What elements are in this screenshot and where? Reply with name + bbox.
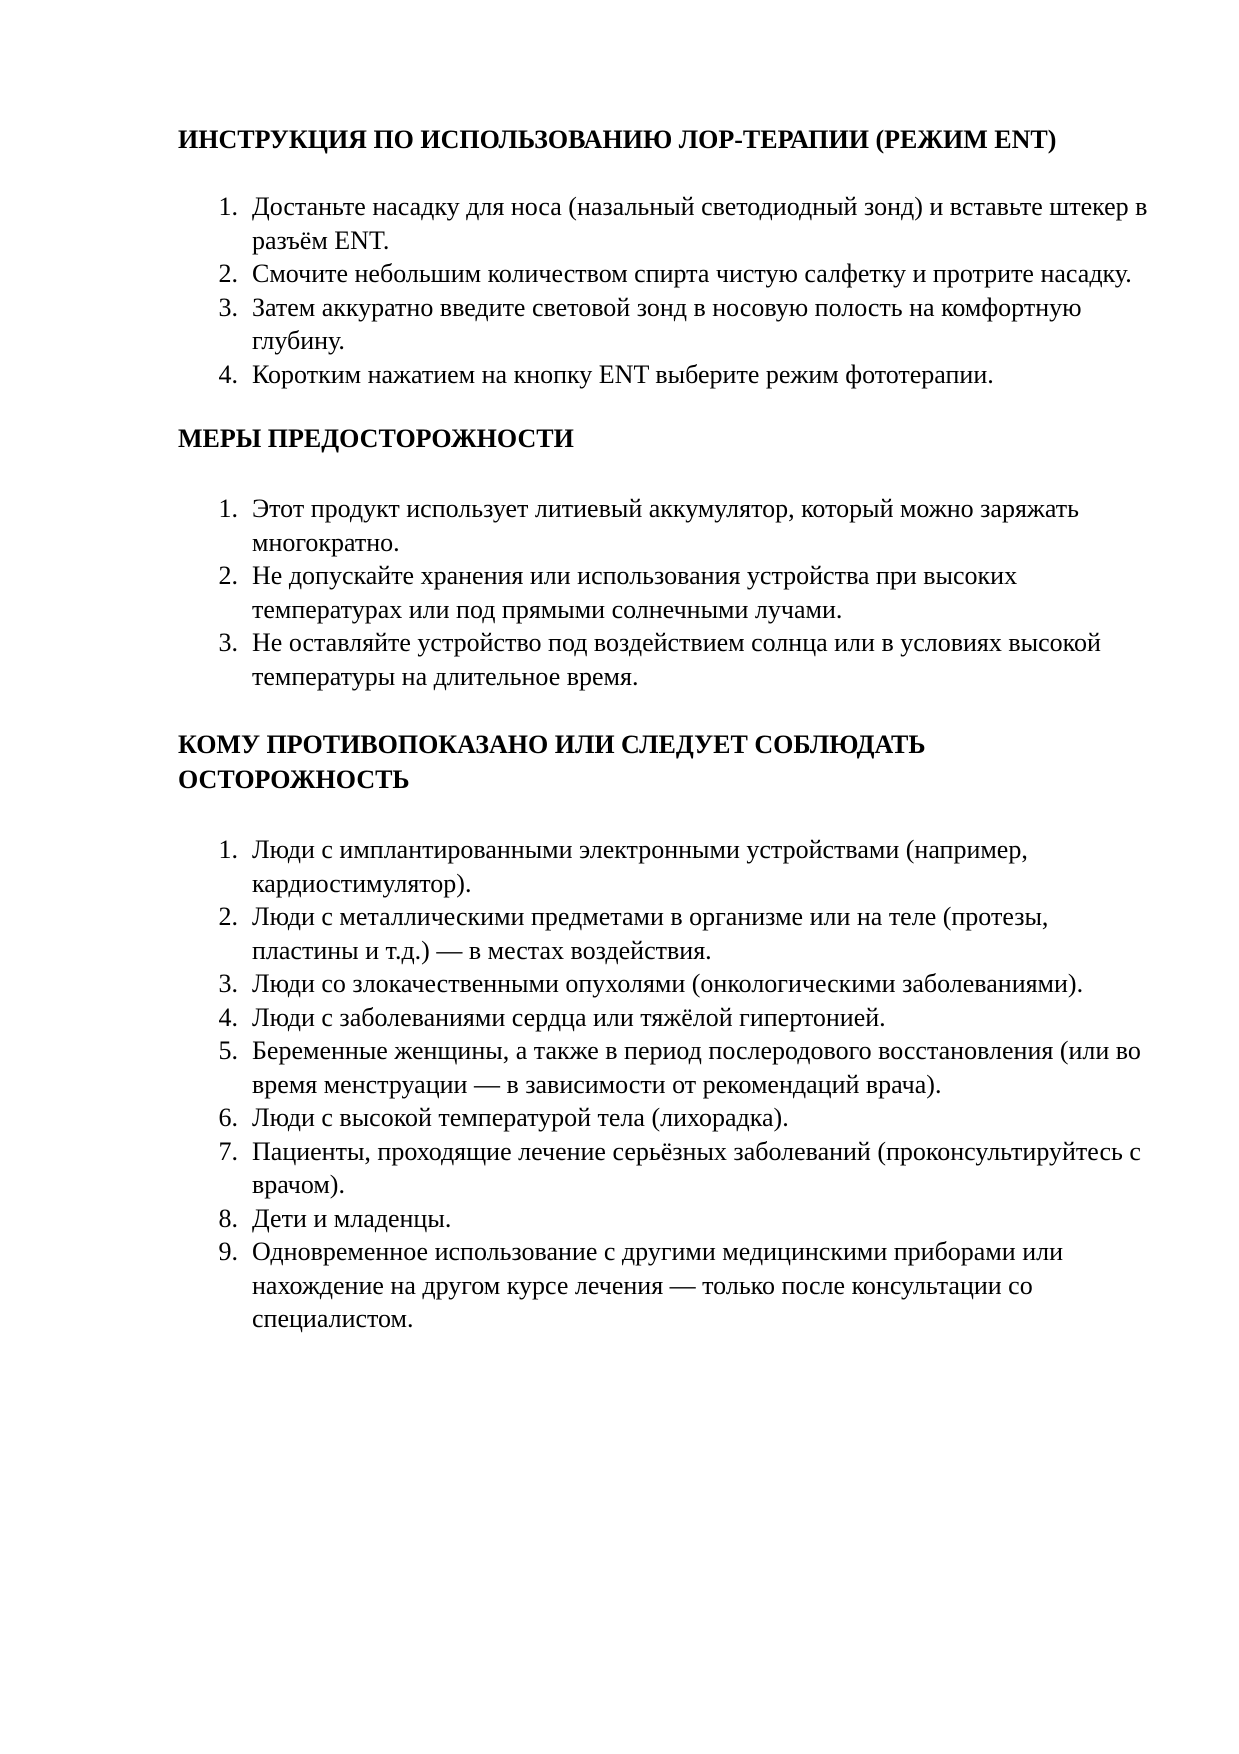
list-item-text: Люди с заболеваниями сердца или тяжёлой гипертонией. (252, 1002, 886, 1032)
list-item (178, 967, 1158, 1001)
list-item (178, 626, 1158, 693)
list-item-text: Смочите небольшим количеством спирта чистую салфетку и протрите насадку. (252, 259, 1132, 288)
list-item-number: 1. (218, 494, 238, 523)
list-item (178, 1101, 1158, 1135)
list-item-text: Люди с имплантированными электронными устройствами (например, кардиостимулятор). (252, 835, 1028, 898)
list-item (178, 1235, 1158, 1336)
list-item-number: 2. (218, 259, 238, 288)
list-item-number: 3. (218, 969, 238, 998)
list-item (178, 1034, 1158, 1101)
ent-instructions-list (178, 190, 1158, 391)
list-item-number: 5. (218, 1036, 238, 1065)
section-heading-precautions: МЕРЫ ПРЕДОСТОРОЖНОСТИ (178, 424, 574, 453)
document-page (178, 108, 1158, 1336)
list-item-text: Беременные женщины, а также в период послеродового восстановления (или во время менструации — в зависимости от рекомендаций врача). (252, 1036, 1141, 1099)
list-item-number: 9. (218, 1237, 238, 1266)
section-heading-contraindications: КОМУ ПРОТИВОПОКАЗАНО ИЛИ СЛЕДУЕТ СОБЛЮДАТЬ ОСТОРОЖНОСТЬ (178, 730, 926, 794)
list-item (178, 291, 1158, 358)
list-item-number: 4. (218, 359, 238, 389)
list-item-text: Дети и младенцы. (252, 1203, 452, 1233)
list-item (178, 190, 1158, 257)
list-item-text: Пациенты, проходящие лечение серьёзных заболеваний (проконсультируйтесь с врачом). (252, 1136, 1141, 1199)
section-heading-ent-instructions: ИНСТРУКЦИЯ ПО ИСПОЛЬЗОВАНИЮ ЛОР-ТЕРАПИИ (РЕЖИМ ENT) (178, 125, 1057, 154)
list-item-text: Не оставляйте устройство под воздействием солнца или в условиях высокой температуры на длительное время. (252, 628, 1101, 691)
list-item-text: Достаньте насадку для носа (назальный светодиодный зонд) и вставьте штекер в разъём ENT. (252, 192, 1148, 255)
list-item-number: 6. (218, 1103, 238, 1132)
list-item-text: Этот продукт использует литиевый аккумулятор, который можно заряжать многократно. (252, 494, 1079, 557)
list-item-text: Коротким нажатием на кнопку ENT выберите режим фототерапии. (252, 359, 994, 389)
list-item-text: Затем аккуратно введите световой зонд в носовую полость на комфортную глубину. (252, 292, 1082, 355)
list-item (178, 257, 1158, 291)
list-item-number: 2. (218, 902, 238, 931)
list-item-number: 3. (218, 292, 238, 322)
list-item-text: Люди со злокачественными опухолями (онкологическими заболеваниями). (252, 969, 1084, 998)
list-item-number: 7. (218, 1136, 238, 1166)
list-item (178, 900, 1158, 967)
list-item (178, 1135, 1158, 1202)
list-item (178, 833, 1158, 900)
list-item (178, 1001, 1158, 1035)
list-item (178, 492, 1158, 559)
list-item-text: Не допускайте хранения или использования устройства при высоких температурах или под прямыми солнечными лучами. (252, 561, 1018, 624)
list-item-number: 4. (218, 1002, 238, 1032)
list-item (178, 1202, 1158, 1236)
list-item (178, 358, 1158, 392)
list-item-number: 2. (218, 561, 238, 590)
list-item-text: Люди с металлическими предметами в организме или на теле (протезы, пластины и т.д.) — в местах воздействия. (252, 902, 1049, 965)
list-item-number: 8. (218, 1203, 238, 1233)
list-item-text: Одновременное использование с другими медицинскими приборами или нахождение на другом курсе лечения — только после консультации со специалистом. (252, 1237, 1064, 1333)
precautions-list (178, 492, 1158, 693)
list-item-number: 3. (218, 628, 238, 657)
list-item-number: 1. (218, 835, 238, 864)
list-item-number: 1. (218, 192, 238, 221)
list-item-text: Люди с высокой температурой тела (лихорадка). (252, 1103, 789, 1132)
list-item (178, 559, 1158, 626)
contraindications-list (178, 833, 1158, 1336)
